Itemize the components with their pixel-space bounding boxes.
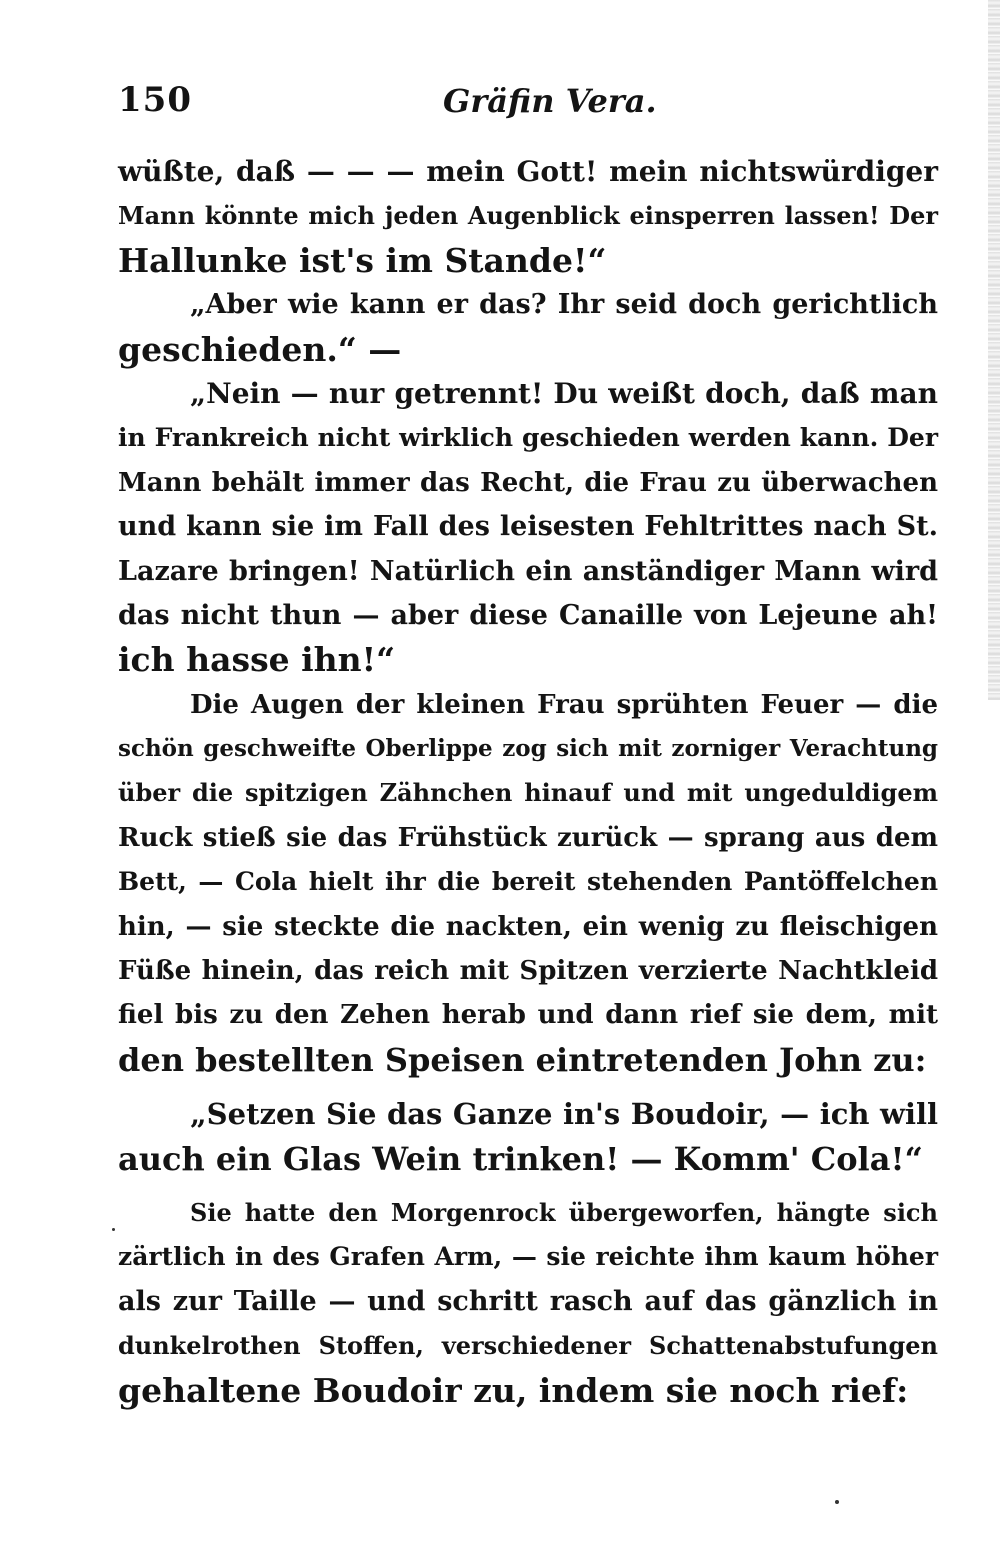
text-line: Mann könnte mich jeden Augenblick einsperren lassen! Der [118, 201, 938, 231]
running-title: Gräfin Vera. [443, 82, 657, 120]
text-line: Die Augen der kleinen Frau sprühten Feuer — die [190, 689, 938, 720]
text-line: Bett, — Cola hielt ihr die bereit stehenden Pantöffelchen [118, 867, 938, 897]
text-line: ich hasse ihn!“ [118, 640, 396, 680]
text-line: „Aber wie kann er das? Ihr seid doch gerichtlich [190, 289, 938, 321]
text-line: wüßte, daß — — — mein Gott! mein nichtswürdiger [118, 155, 938, 188]
text-line: Lazare bringen! Natürlich ein anständiger Mann wird [118, 555, 938, 587]
page-edge-shadow [988, 0, 1000, 700]
text-line: Sie hatte den Morgenrock übergeworfen, hängte sich [190, 1197, 938, 1227]
text-line: „Nein — nur getrennt! Du weißt doch, daß man [190, 376, 938, 410]
text-line: schön geschweifte Oberlippe zog sich mit zorniger Verachtung [118, 735, 938, 763]
text-line: auch ein Glas Wein trinken! — Komm' Cola!“ [118, 1139, 923, 1178]
page-number: 150 [118, 80, 192, 120]
text-line: Hallunke ist's im Stande!“ [118, 240, 607, 280]
text-line: Ruck stieß sie das Frühstück zurück — sprang aus dem [118, 822, 938, 853]
text-line: den bestellten Speisen eintretenden John zu: [118, 1040, 927, 1079]
text-line: und kann sie im Fall des leisesten Fehltrittes nach St. [118, 511, 938, 543]
ink-speck [835, 1500, 839, 1504]
ink-speck [112, 1228, 115, 1231]
paragraph-gap [118, 1082, 938, 1092]
text-line: als zur Taille — und schritt rasch auf das gänzlich in [118, 1285, 938, 1317]
text-line: zärtlich in des Grafen Arm, — sie reichte ihm kaum höher [118, 1242, 938, 1272]
text-line: das nicht thun — aber diese Canaille von Lejeune ah! [118, 599, 938, 631]
text-line: in Frankreich nicht wirklich geschieden werden kann. Der [118, 423, 938, 453]
text-line: über die spitzigen Zähnchen hinauf und mit ungeduldigem [118, 778, 938, 808]
text-line: dunkelrothen Stoffen, verschiedener Schattenabstufungen [118, 1331, 938, 1361]
text-line: geschieden.“ — [118, 329, 402, 369]
text-line: Füße hinein, das reich mit Spitzen verzierte Nachtkleid [118, 956, 938, 987]
text-line: Mann behält immer das Recht, die Frau zu überwachen [118, 467, 938, 498]
text-line: hin, — sie steckte die nackten, ein wenig zu fleischigen [118, 911, 938, 942]
text-line: fiel bis zu den Zehen herab und dann rief sie dem, mit [118, 1000, 938, 1031]
paragraph-gap [118, 1181, 938, 1191]
page-header [118, 80, 938, 130]
text-line: gehaltene Boudoir zu, indem sie noch rief: [118, 1370, 909, 1410]
body-text [118, 150, 938, 1413]
text-line: „Setzen Sie das Ganze in's Boudoir, — ich will [190, 1097, 938, 1132]
